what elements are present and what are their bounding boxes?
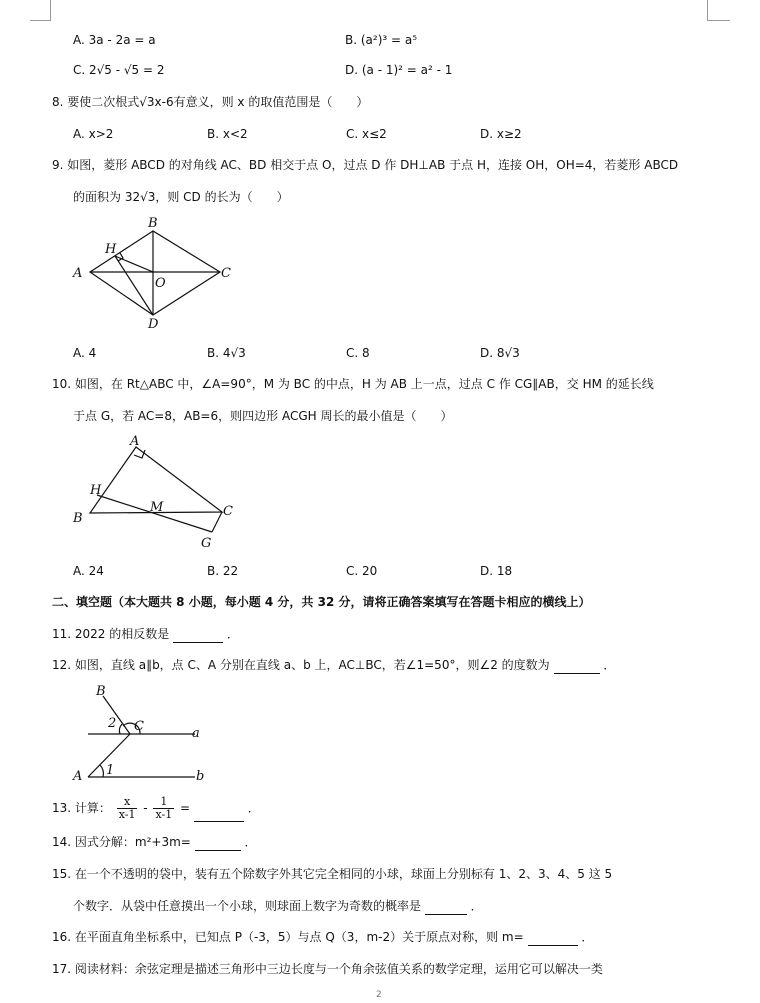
- q8-option-c: C. x≤2: [346, 127, 387, 141]
- corner-mark-right: [707, 0, 730, 21]
- corner-mark-left: [30, 0, 51, 21]
- label-h: H: [105, 242, 117, 257]
- q8-option-b: B. x<2: [207, 127, 248, 141]
- q15-line2: [73, 898, 483, 915]
- q13-fraction-1-numerator: x: [117, 796, 138, 809]
- q16-tail: ．: [581, 930, 594, 944]
- label-c: C: [221, 266, 231, 281]
- q14-tail: ．: [244, 835, 257, 849]
- q13-minus: -: [143, 801, 148, 815]
- label-h: H: [90, 483, 102, 498]
- q14-text: 14. 因式分解：m²+3m=: [52, 835, 191, 849]
- q13-answer-blank[interactable]: [194, 795, 244, 822]
- angle-arc-1: [100, 765, 103, 777]
- label-o: O: [155, 276, 166, 291]
- q10-option-a: A. 24: [73, 564, 104, 578]
- q9-option-b: B. 4√3: [207, 346, 246, 360]
- label-d: D: [148, 317, 159, 332]
- q9-option-a: A. 4: [73, 346, 97, 360]
- label-b-point: B: [96, 684, 106, 699]
- label-c: C: [223, 504, 233, 519]
- label-a: A: [130, 434, 140, 449]
- q11-text: 11. 2022 的相反数是: [52, 627, 170, 641]
- q12-answer-blank[interactable]: [554, 657, 600, 674]
- q9-rhombus-figure: [70, 215, 240, 335]
- q12-tail: ．: [603, 658, 616, 672]
- q11-answer-blank[interactable]: [173, 626, 223, 643]
- page-number: 2: [376, 990, 382, 1000]
- label-a-point: A: [73, 769, 83, 784]
- q7-option-d: D. (a - 1)² = a² - 1: [345, 63, 453, 77]
- q14-line: [52, 834, 257, 851]
- q15-answer-blank[interactable]: [425, 898, 467, 915]
- q16-text: 16. 在平面直角坐标系中，已知点 P（-3，5）与点 Q（3，m-2）关于原点对称，则 m=: [52, 930, 524, 944]
- right-angle-mark-a: [134, 450, 145, 458]
- label-one: 1: [106, 763, 115, 778]
- q13-equals: =: [180, 801, 191, 815]
- q13-fraction-2-denominator: x-1: [155, 808, 173, 821]
- q10-option-c: C. 20: [346, 564, 378, 578]
- q16-line: [52, 929, 593, 946]
- q10-text-line1: 10. 如图，在 Rt△ABC 中，∠A=90°，M 为 BC 的中点，H 为 AB 上一点，过点 C 作 CG∥AB，交 HM 的延长线: [52, 377, 654, 391]
- label-line-b: b: [196, 769, 205, 784]
- q8-text: 8. 要使二次根式√3x-6有意义，则 x 的取值范围是（ ）: [52, 95, 369, 109]
- q12-line: [52, 657, 615, 674]
- q9-option-d: D. 8√3: [480, 346, 520, 360]
- q8-option-a: A. x>2: [73, 127, 114, 141]
- label-m: M: [150, 500, 164, 515]
- q9-option-c: C. 8: [346, 346, 370, 360]
- q15-tail: ．: [470, 899, 483, 913]
- q9-text-line2: 的面积为 32√3，则 CD 的长为（ ）: [73, 190, 289, 204]
- label-g: G: [201, 536, 212, 551]
- label-line-a: a: [192, 726, 200, 741]
- label-c: C: [134, 719, 144, 734]
- q13-tail: ．: [247, 801, 260, 815]
- q7-option-a: A. 3a - 2a = a: [73, 33, 156, 47]
- q10-triangle-figure: [70, 433, 240, 553]
- q14-answer-blank[interactable]: [195, 834, 241, 851]
- q12-parallel-lines-figure: [70, 682, 220, 787]
- q13-line: [52, 795, 260, 822]
- label-a: A: [73, 266, 83, 281]
- q11-line: [52, 626, 239, 643]
- q7-option-c: C. 2√5 - √5 = 2: [73, 63, 165, 77]
- q13-fraction-2: [153, 796, 174, 821]
- q13-fraction-2-numerator: 1: [153, 796, 174, 809]
- label-b: B: [73, 511, 83, 526]
- q15-text-line1: 15. 在一个不透明的袋中，装有五个除数字外其它完全相同的小球，球面上分别标有 1、2、3、4、5 这 5: [52, 867, 613, 881]
- q17-text: 17. 阅读材料：余弦定理是描述三角形中三边长度与一个角余弦值关系的数学定理，运用它可以解决一类: [52, 962, 603, 976]
- label-two: 2: [108, 716, 117, 731]
- q10-text-line2: 于点 G，若 AC=8，AB=6，则四边形 ACGH 周长的最小值是（ ）: [73, 409, 453, 423]
- q12-text: 12. 如图，直线 a∥b，点 C、A 分别在直线 a、b 上，AC⊥BC，若∠1=50°，则∠2 的度数为: [52, 658, 550, 672]
- q10-option-d: D. 18: [480, 564, 513, 578]
- label-b: B: [148, 216, 158, 231]
- q16-answer-blank[interactable]: [528, 929, 578, 946]
- q15-text-line2: 个数字．从袋中任意摸出一个小球，则球面上数字为奇数的概率是: [73, 899, 422, 913]
- segment-cg: [212, 512, 222, 532]
- q13-prefix: 13. 计算：: [52, 801, 111, 815]
- q13-fraction-1-denominator: x-1: [118, 808, 136, 821]
- section-2-heading: 二、填空题（本大题共 8 小题，每小题 4 分，共 32 分，请将正确答案填写在答题卡相应的横线上）: [52, 595, 591, 609]
- segment-dh: [115, 256, 153, 315]
- q8-option-d: D. x≥2: [480, 127, 522, 141]
- q10-option-b: B. 22: [207, 564, 239, 578]
- q9-text-line1: 9. 如图，菱形 ABCD 的对角线 AC、BD 相交于点 O，过点 D 作 DH⊥AB 于点 H，连接 OH，OH=4，若菱形 ABCD: [52, 158, 679, 172]
- q11-tail: ．: [226, 627, 239, 641]
- q13-fraction-1: [117, 796, 138, 821]
- angle-arc-2: [119, 724, 122, 734]
- q7-option-b: B. (a²)³ = a⁵: [345, 33, 418, 47]
